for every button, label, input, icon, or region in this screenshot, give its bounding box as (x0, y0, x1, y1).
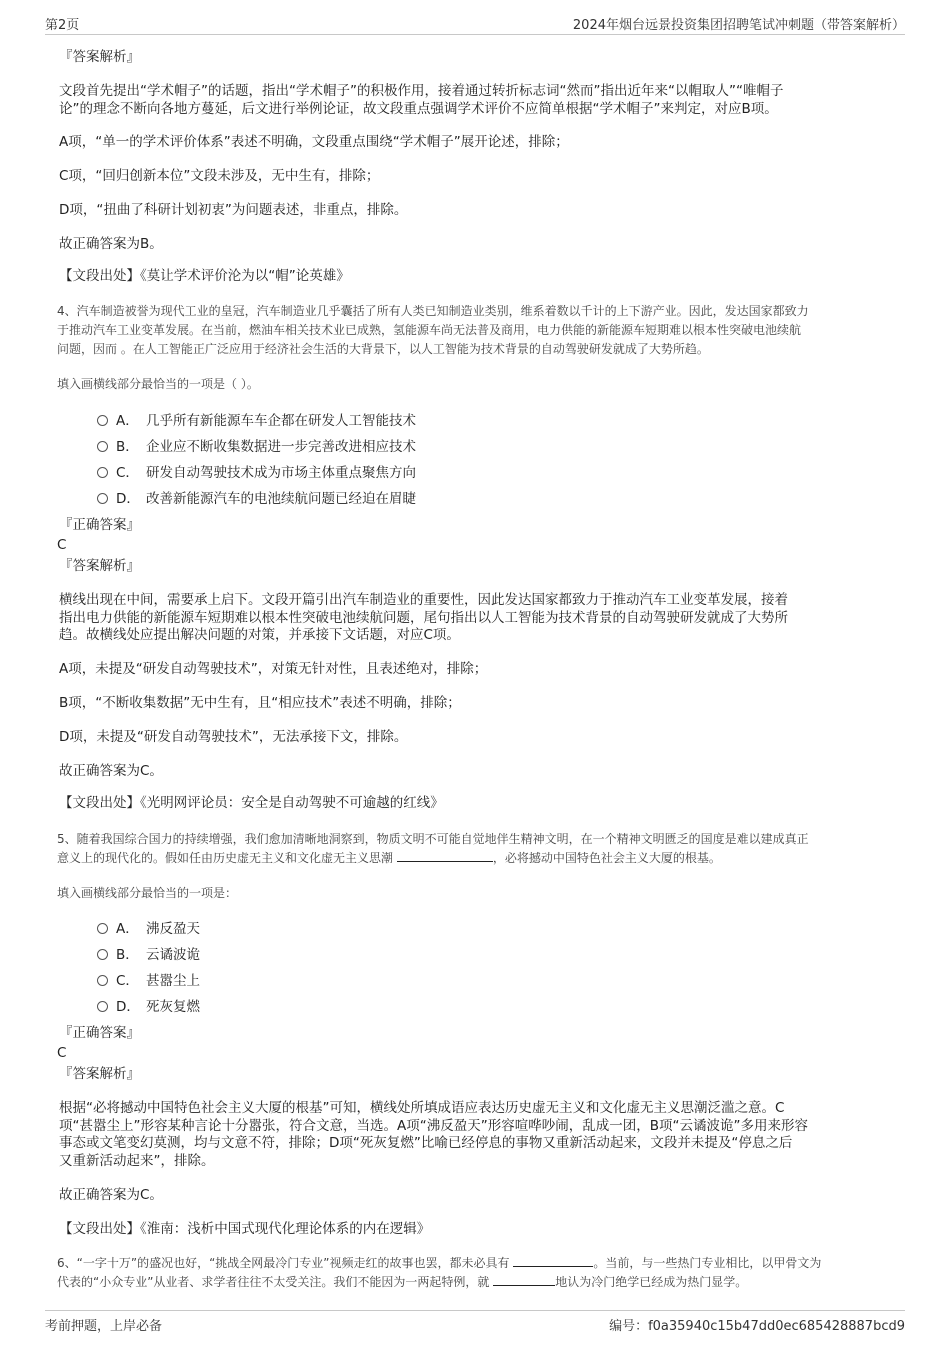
analysis-line: 根据“必将撼动中国特色社会主义大厦的根基”可知，横线处所填成语应表达历史虚无主义和文化虚无主义思潮泛滥之意。C (59, 1100, 785, 1116)
radio-icon[interactable] (97, 415, 108, 426)
stem-line: 6、“一字十万”的盛况也好，“挑战全网最冷门专业”视频走红的故事也罢，都未必具有 。当前，与一些热门专业相比，以甲骨文为 (57, 1256, 822, 1270)
conclusion: 故正确答案为C。 (59, 763, 163, 779)
conclusion: 故正确答案为B。 (59, 236, 163, 252)
analysis-line: 又重新活动起来”，排除。 (59, 1152, 215, 1169)
option-d[interactable]: D． 死灰复燃 (97, 997, 200, 1017)
radio-icon[interactable] (97, 441, 108, 452)
radio-icon[interactable] (97, 949, 108, 960)
option-c-analysis: C项，“回归创新本位”文段未涉及，无中生有，排除； (59, 168, 380, 184)
option-a[interactable]: A． 沸反盈天 (97, 919, 200, 939)
correct-answer-label: 『正确答案』 (59, 1025, 140, 1041)
source: 【文段出处】《莫让学术评价沦为以“帽”论英雄》 (59, 268, 350, 284)
correct-answer: C (57, 1045, 67, 1061)
analysis-label: 『答案解析』 (59, 558, 140, 574)
option-a[interactable]: A． 几乎所有新能源车车企都在研发人工智能技术 (97, 411, 416, 431)
question-4-stem (57, 302, 897, 359)
correct-answer-label: 『正确答案』 (59, 517, 140, 533)
document-title: 2024年烟台远景投资集团招聘笔试冲刺题（带答案解析） (572, 18, 905, 33)
fill-blank (397, 849, 493, 862)
document-code: 编号：f0a35940c15b47dd0ec685428887bcd9 (609, 1319, 905, 1334)
stem-line: 4、汽车制造被誉为现代工业的皇冠，汽车制造业几乎囊括了所有人类已知制造业类别，维系着数以千计的上下游产业。因此，发达国家都致力 (57, 304, 809, 318)
option-b[interactable]: B． 企业应不断收集数据进一步完善改进相应技术 (97, 437, 416, 457)
stem-line: 代表的“小众专业”从业者、求学者往往不太受关注。我们不能因为一两起特例，就 地认为冷门绝学已经成为热门显学。 (57, 1275, 748, 1289)
radio-icon[interactable] (97, 975, 108, 986)
stem-line: 问题，因而 。在人工智能正广泛应用于经济社会生活的大背景下，以人工智能为技术背景的自动驾驶研发就成了大势所趋。 (57, 342, 709, 356)
analysis-line: 项“甚嚣尘上”形容某种言论十分嚣张，符合文意，当选。A项“沸反盈天”形容喧哗吵闹，乱成一团，B项“云谲波诡”多用来形容 (59, 1117, 808, 1134)
option-d[interactable]: D． 改善新能源汽车的电池续航问题已经迫在眉睫 (97, 489, 416, 509)
analysis-text (59, 1100, 897, 1170)
option-d-analysis: D项，未提及“研发自动驾驶技术”，无法承接下文，排除。 (59, 729, 408, 745)
stem-line: 意义上的现代化的。假如任由历史虚无主义和文化虚无主义思潮 ，必将撼动中国特色社会主义大厦的根基。 (57, 851, 721, 865)
question-6-stem (57, 1254, 897, 1292)
analysis-label: 『答案解析』 (59, 1066, 140, 1082)
analysis-label: 『答案解析』 (59, 49, 140, 65)
analysis-line: 指出电力供能的新能源车短期难以根本性突破电池续航问题，尾句指出以人工智能为技术背景的自动驾驶研发就成了大势所 (59, 609, 788, 626)
fill-blank (493, 1273, 555, 1286)
source: 【文段出处】《光明网评论员：安全是自动驾驶不可逾越的红线》 (59, 795, 444, 811)
analysis-line: 文段首先提出“学术帽子”的话题，指出“学术帽子”的积极作用，接着通过转折标志词“然而”指出近年来“以帽取人”“唯帽子 (59, 83, 784, 99)
fill-prompt: 填入画横线部分最恰当的一项是（ ）。 (57, 377, 259, 391)
option-c[interactable]: C． 研发自动驾驶技术成为市场主体重点聚焦方向 (97, 463, 416, 483)
option-a-analysis: A项，未提及“研发自动驾驶技术”，对策无针对性，且表述绝对，排除； (59, 661, 488, 677)
option-d-analysis: D项，“扭曲了科研计划初衷”为问题表述，非重点，排除。 (59, 202, 408, 218)
analysis-line: 事态或文笔变幻莫测，均与文意不符，排除；D项“死灰复燃”比喻已经停息的事物又重新活动起来，文段并未提及“停息之后 (59, 1135, 793, 1151)
analysis-text (59, 83, 897, 118)
radio-icon[interactable] (97, 493, 108, 504)
page-number: 第2页 (45, 18, 80, 33)
correct-answer: C (57, 537, 67, 553)
option-c[interactable]: C． 甚嚣尘上 (97, 971, 200, 991)
analysis-text (59, 592, 897, 645)
option-b[interactable]: B． 云谲波诡 (97, 945, 200, 965)
option-a-analysis: A项，“单一的学术评价体系”表述不明确，文段重点围绕“学术帽子”展开论述，排除； (59, 134, 569, 150)
analysis-line: 趋。故横线处应提出解决问题的对策，并承接下文话题，对应C项。 (59, 627, 460, 643)
question-5-stem (57, 830, 897, 868)
radio-icon[interactable] (97, 467, 108, 478)
radio-icon[interactable] (97, 923, 108, 934)
footer-slogan: 考前押题，上岸必备 (45, 1319, 163, 1334)
conclusion: 故正确答案为C。 (59, 1187, 163, 1203)
option-b-analysis: B项，“不断收集数据”无中生有，且“相应技术”表述不明确，排除； (59, 695, 461, 711)
fill-prompt: 填入画横线部分最恰当的一项是： (57, 886, 238, 900)
stem-line: 5、随着我国综合国力的持续增强，我们愈加清晰地洞察到，物质文明不可能自觉地伴生精神文明，在一个精神文明匮乏的国度是难以建成真正 (57, 832, 809, 846)
stem-line: 于推动汽车工业变革发展。在当前，燃油车相关技术业已成熟，氢能源车尚无法普及商用，电力供能的新能源车短期难以根本性突破电池续航 (57, 323, 802, 337)
fill-blank (513, 1254, 593, 1267)
analysis-line: 横线出现在中间，需要承上启下。文段开篇引出汽车制造业的重要性，因此发达国家都致力于推动汽车工业变革发展，接着 (59, 592, 788, 608)
page-header (45, 12, 905, 35)
page-footer (45, 1310, 905, 1337)
analysis-line: 论”的理念不断向各地方蔓延，后文进行举例论证，故文段重点强调学术评价不应简单根据“学术帽子”来判定，对应B项。 (59, 100, 778, 117)
radio-icon[interactable] (97, 1001, 108, 1012)
source: 【文段出处】《淮南：浅析中国式现代化理论体系的内在逻辑》 (59, 1221, 431, 1237)
